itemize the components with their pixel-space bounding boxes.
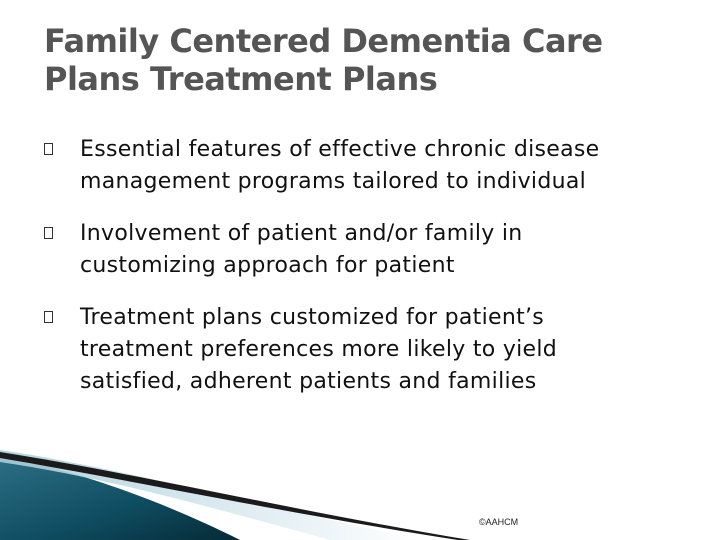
bullet-line: Essential features of effective chronic disease bbox=[80, 137, 600, 162]
slide-title-line-2: Plans Treatment Plans bbox=[44, 60, 438, 98]
bullet-line: treatment preferences more likely to yield bbox=[80, 337, 558, 362]
bullet-item bbox=[44, 134, 704, 198]
hollow-square-bullet-icon bbox=[44, 227, 53, 239]
hollow-square-bullet-icon bbox=[44, 143, 53, 155]
bullet-line: Treatment plans customized for patient’s bbox=[80, 305, 545, 330]
bullet-item bbox=[44, 218, 704, 282]
hollow-square-bullet-icon bbox=[44, 311, 53, 323]
bullet-text bbox=[80, 302, 704, 398]
bullet-text bbox=[80, 218, 704, 282]
slide-title bbox=[44, 22, 684, 98]
slide-title-line-1: Family Centered Dementia Care bbox=[44, 22, 603, 60]
bullet-line: satisfied, adherent patients and families bbox=[80, 369, 537, 394]
bullet-item bbox=[44, 302, 704, 398]
bullet-text bbox=[80, 134, 704, 198]
bullet-list bbox=[44, 134, 704, 418]
bullet-line: management programs tailored to individual bbox=[80, 169, 587, 194]
bullet-line: Involvement of patient and/or family in bbox=[80, 221, 523, 246]
bullet-line: customizing approach for patient bbox=[80, 253, 455, 278]
copyright-footer: ©AAHCM bbox=[479, 517, 519, 527]
